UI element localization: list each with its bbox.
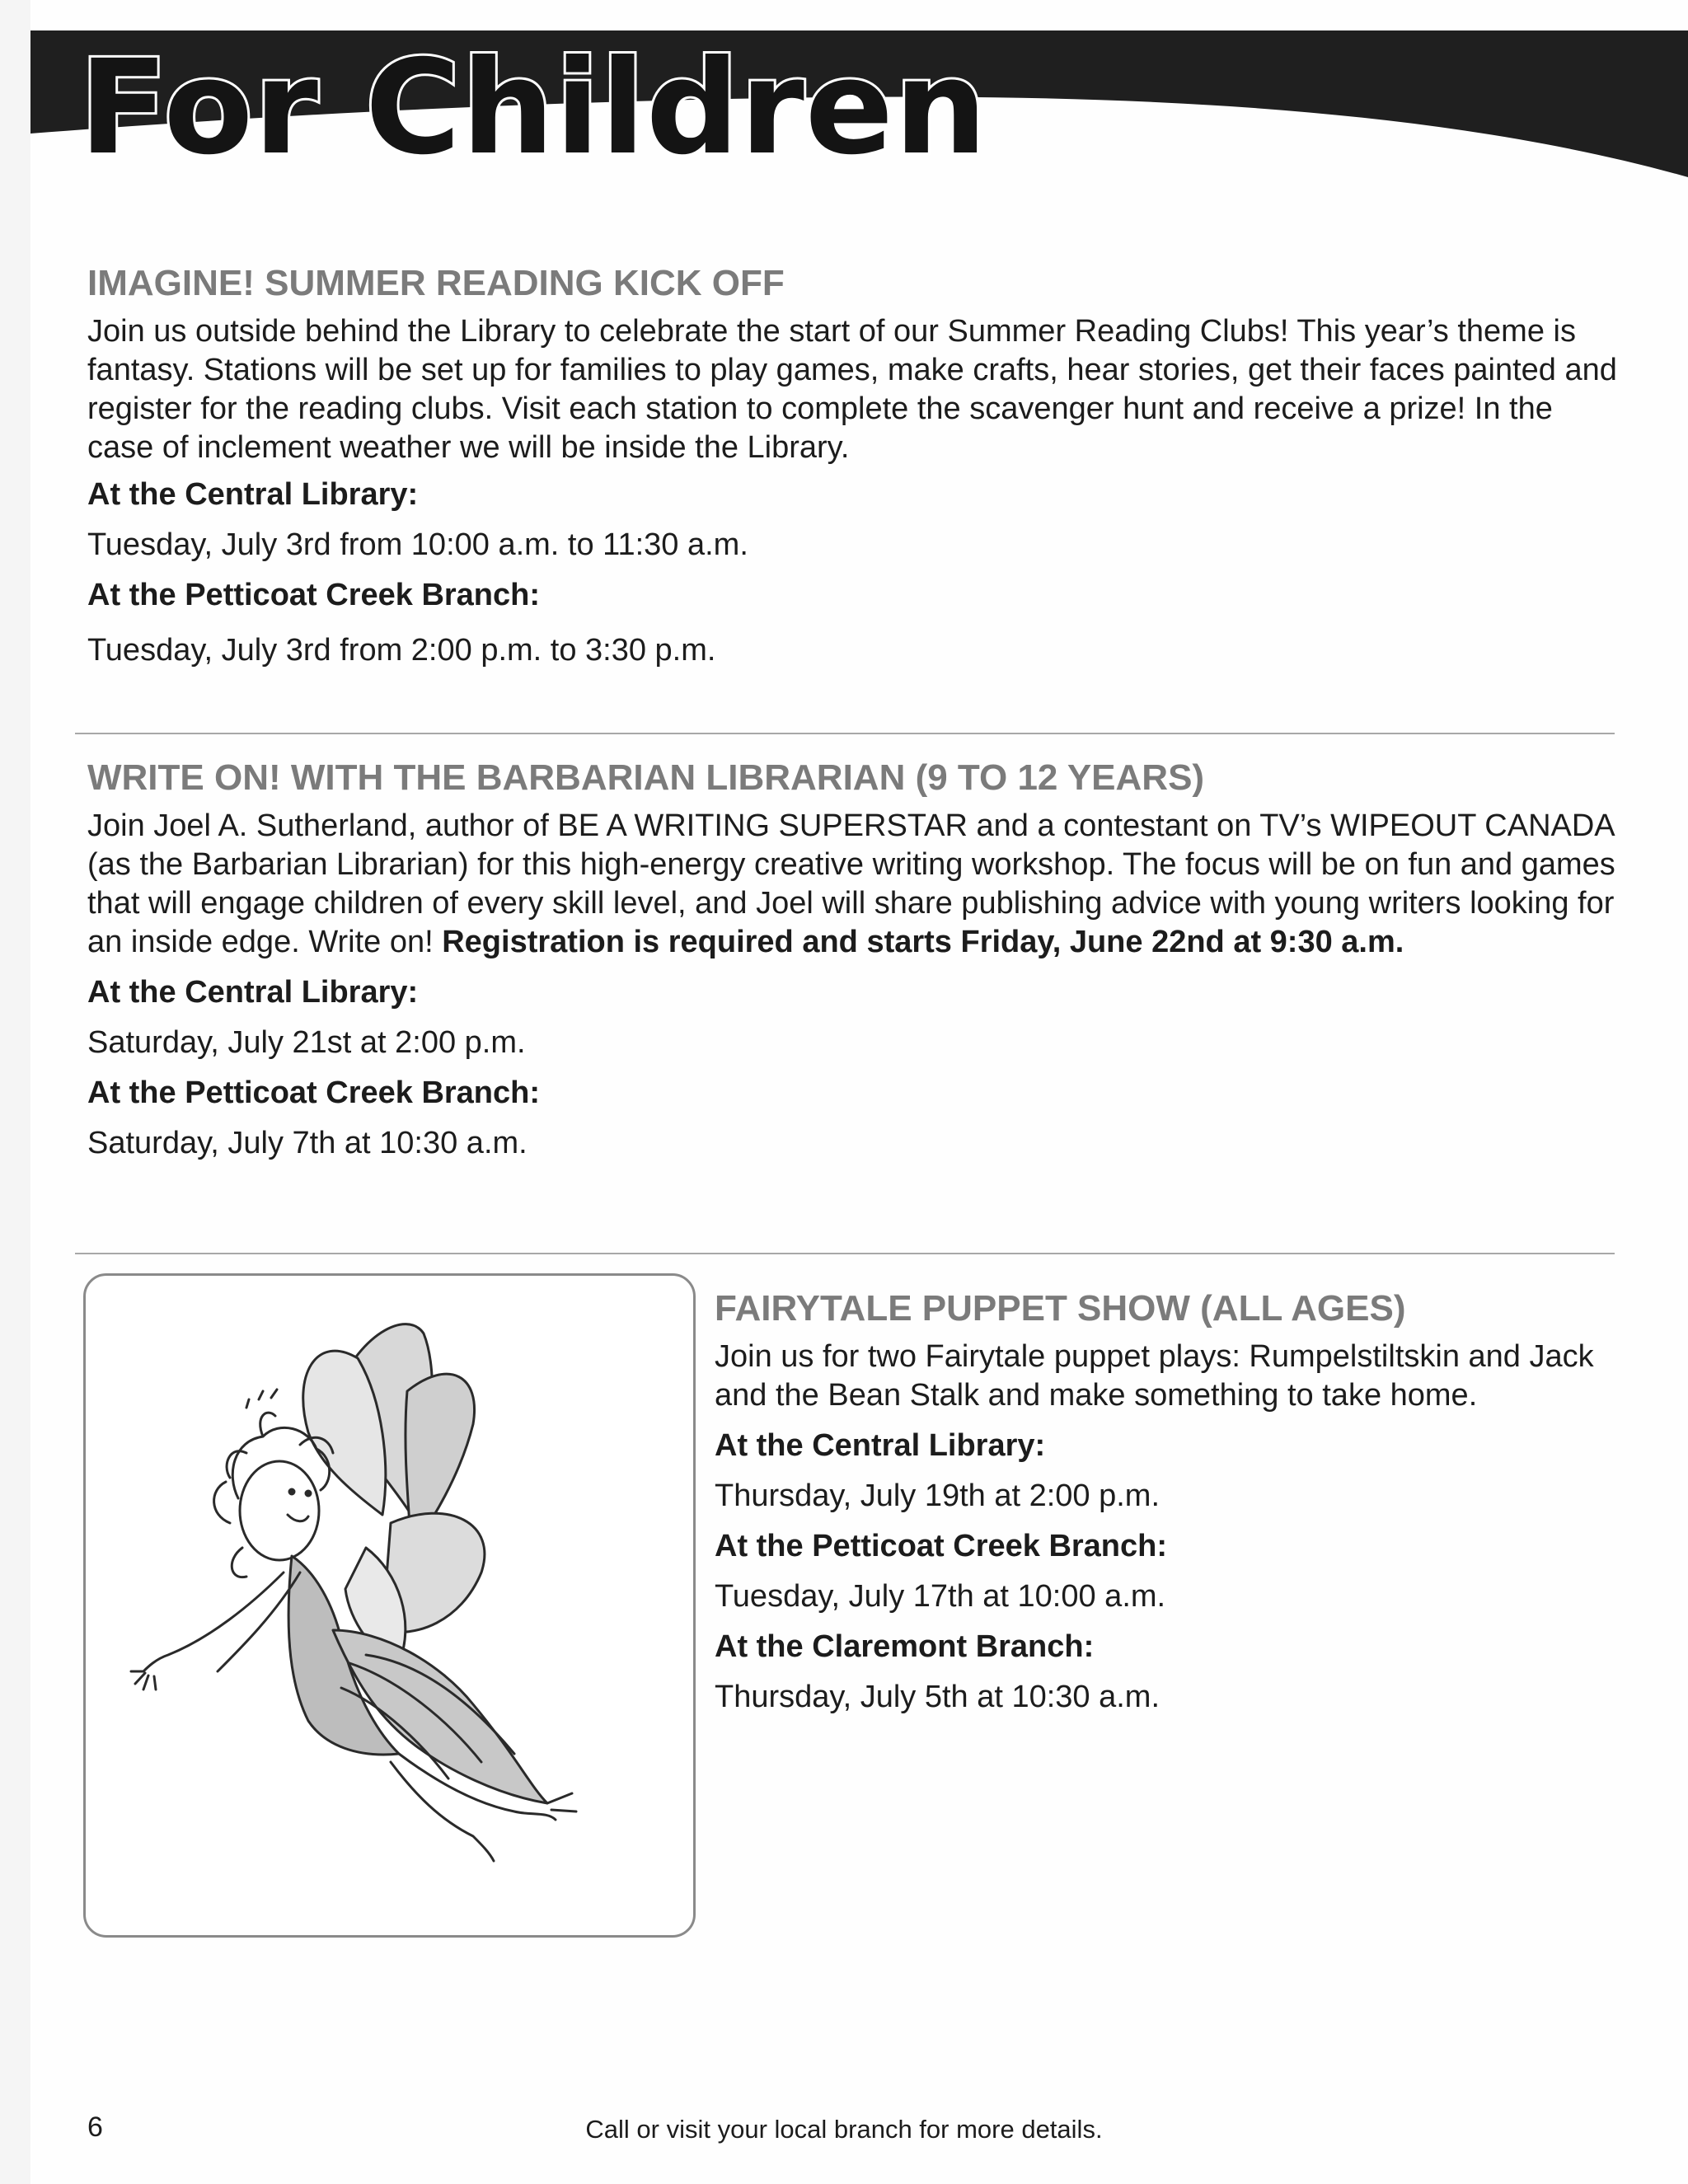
location-label-central: At the Central Library: (87, 974, 419, 1010)
page-number: 6 (87, 2111, 103, 2143)
location-time-central: Thursday, July 19th at 2:00 p.m. (715, 1478, 1160, 1513)
location-time-petticoat: Tuesday, July 3rd from 2:00 p.m. to 3:30 p.m. (87, 632, 716, 668)
section-heading: WRITE ON! WITH THE BARBARIAN LIBRARIAN (9 TO 12 YEARS) (87, 757, 1205, 798)
section-summer-reading-kickoff (87, 262, 1620, 670)
section-write-on (87, 757, 1620, 1163)
location-label-central: At the Central Library: (715, 1427, 1046, 1463)
location-label-central: At the Central Library: (87, 476, 419, 512)
section-description (87, 807, 1620, 962)
registration-notice: Registration is required and starts Friday, June 22nd at 9:30 a.m. (442, 924, 1404, 959)
section-divider (75, 733, 1615, 734)
location-time-petticoat: Saturday, July 7th at 10:30 a.m. (87, 1125, 528, 1160)
section-heading: FAIRYTALE PUPPET SHOW (ALL AGES) (715, 1288, 1406, 1329)
location-time-petticoat: Tuesday, July 17th at 10:00 a.m. (715, 1578, 1166, 1614)
section-description: Join us for two Fairytale puppet plays: Rumpelstiltskin and Jack and the Bean Stalk and make something to take home. (715, 1338, 1594, 1413)
section-description: Join us outside behind the Library to celebrate the start of our Summer Reading Clubs! This year’s theme is fantasy. Stations will be set up for families to play games, make crafts, hear stories, get their faces painted and register for the reading clubs. Visit each station to complete the scavenger hunt and receive a prize! In the case of inclement weather we will be inside the Library. (87, 313, 1617, 465)
footer-note: Call or visit your local branch for more details. (585, 2115, 1103, 2144)
flying-fairy-illustration (86, 1276, 693, 1935)
section-fairytale-puppet-show (715, 1287, 1621, 1717)
description-text: Join Joel A. Sutherland, author of BE A WRITING SUPERSTAR and a contestant on TV’s WIPEOUT CANADA (as the Barbarian Librarian) for this high-energy creative writing workshop. The focus will be on fun and games that will engage children of every skill level, and Joel will share publishing advice with young writers looking for an inside edge. Write on! (87, 808, 1615, 959)
section-divider (75, 1253, 1615, 1254)
location-time-central: Tuesday, July 3rd from 10:00 a.m. to 11:30 a.m. (87, 527, 748, 562)
location-label-petticoat: At the Petticoat Creek Branch: (87, 1075, 541, 1110)
location-time-central: Saturday, July 21st at 2:00 p.m. (87, 1024, 526, 1060)
location-label-claremont: At the Claremont Branch: (715, 1629, 1095, 1664)
section-heading: IMAGINE! SUMMER READING KICK OFF (87, 263, 785, 303)
page-title: For Children (79, 32, 988, 184)
location-label-petticoat: At the Petticoat Creek Branch: (715, 1528, 1168, 1563)
location-time-claremont: Thursday, July 5th at 10:30 a.m. (715, 1679, 1160, 1714)
location-label-petticoat: At the Petticoat Creek Branch: (87, 577, 541, 612)
fairy-illustration-frame (83, 1273, 696, 1938)
